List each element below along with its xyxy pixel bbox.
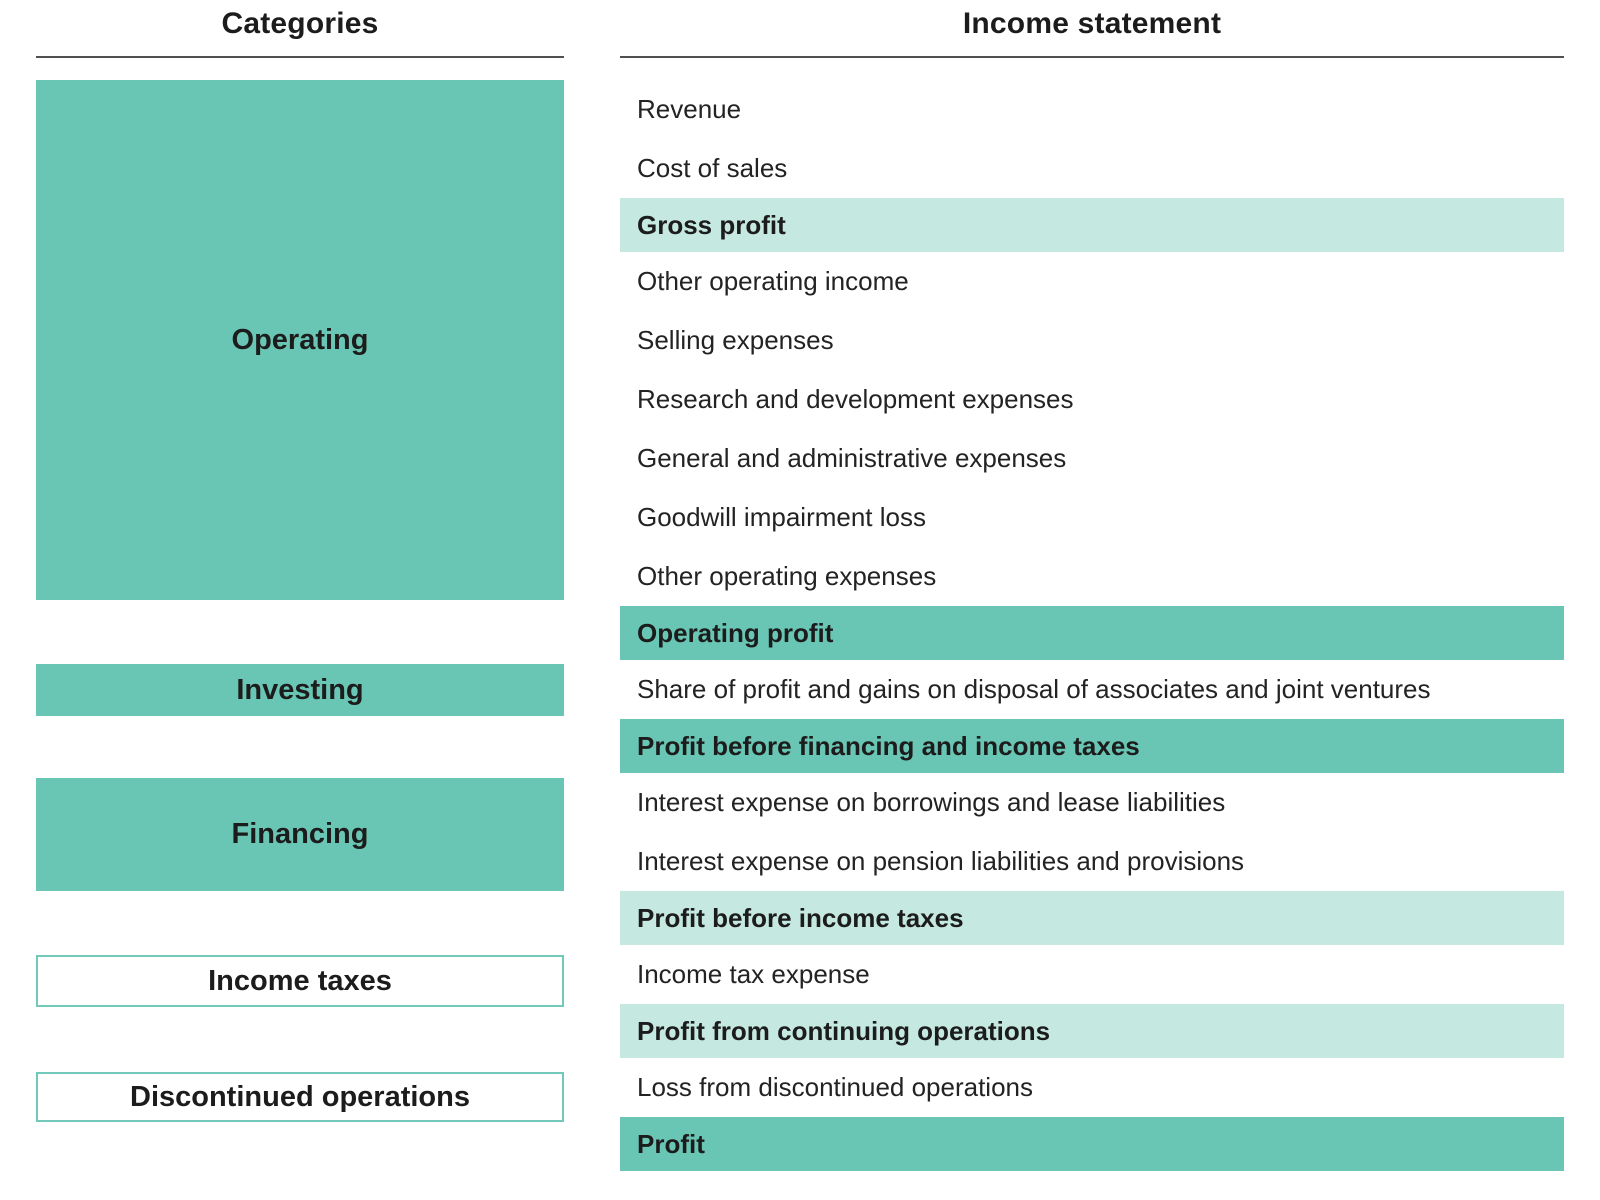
row-profit-before-income-taxes [620, 891, 1564, 945]
row-label: General and administrative expenses [637, 443, 1067, 473]
row-profit [620, 1117, 1564, 1171]
row-profit-before-financing-and-income-taxes [620, 719, 1564, 773]
row-interest-expense-on-pension-liabilities-and-provisions [620, 832, 1564, 891]
row-profit-from-continuing-operations [620, 1004, 1564, 1058]
row-research-and-development-expenses [620, 370, 1564, 429]
category-box-label: Income taxes [208, 964, 392, 997]
row-income-tax-expense [620, 945, 1564, 1004]
row-selling-expenses [620, 311, 1564, 370]
row-revenue [620, 80, 1564, 139]
row-label: Interest expense on borrowings and lease liabilities [637, 787, 1226, 817]
categories-column [36, 0, 564, 1200]
row-label: Interest expense on pension liabilities and provisions [637, 846, 1245, 876]
category-box-operating [36, 80, 564, 600]
row-cost-of-sales [620, 139, 1564, 198]
row-label: Revenue [637, 94, 742, 124]
row-label: Profit from continuing operations [637, 1015, 1051, 1046]
row-label: Other operating expenses [637, 561, 937, 591]
row-loss-from-discontinued-operations [620, 1058, 1564, 1117]
category-box-label: Investing [236, 673, 364, 706]
row-label: Profit before financing and income taxes [637, 730, 1140, 761]
row-operating-profit [620, 606, 1564, 660]
category-box-financing [36, 778, 564, 891]
row-label: Profit before income taxes [637, 902, 964, 933]
income-statement-header [620, 0, 1564, 58]
row-label: Research and development expenses [637, 384, 1074, 414]
category-box-label: Discontinued operations [130, 1080, 470, 1113]
category-box-label: Financing [231, 818, 369, 850]
row-general-and-administrative-expenses [620, 429, 1564, 488]
row-label: Goodwill impairment loss [637, 502, 926, 532]
categories-title: Categories [221, 7, 379, 40]
row-label: Other operating income [637, 266, 909, 296]
row-label: Income tax expense [637, 959, 870, 989]
row-goodwill-impairment-loss [620, 488, 1564, 547]
row-label: Operating profit [637, 617, 834, 648]
row-other-operating-income [620, 252, 1564, 311]
category-box-label: Operating [231, 323, 369, 356]
row-label: Selling expenses [637, 325, 834, 355]
row-label: Loss from discontinued operations [637, 1072, 1034, 1102]
category-box-income-taxes [36, 955, 564, 1007]
row-gross-profit [620, 198, 1564, 252]
income-statement-rows [620, 80, 1564, 1171]
row-share-of-profit-and-gains-on-disposal-of-associates-and-joint-ventures [620, 660, 1564, 719]
category-box-discontinued-operations [36, 1072, 564, 1122]
row-label: Cost of sales [637, 153, 788, 183]
row-label: Gross profit [637, 209, 786, 240]
row-other-operating-expenses [620, 547, 1564, 606]
row-label: Share of profit and gains on disposal of associates and joint ventures [637, 674, 1431, 704]
row-label: Profit [637, 1128, 705, 1159]
category-box-investing [36, 664, 564, 716]
income-statement-title: Income statement [962, 7, 1222, 40]
row-interest-expense-on-borrowings-and-lease-liabilities [620, 773, 1564, 832]
